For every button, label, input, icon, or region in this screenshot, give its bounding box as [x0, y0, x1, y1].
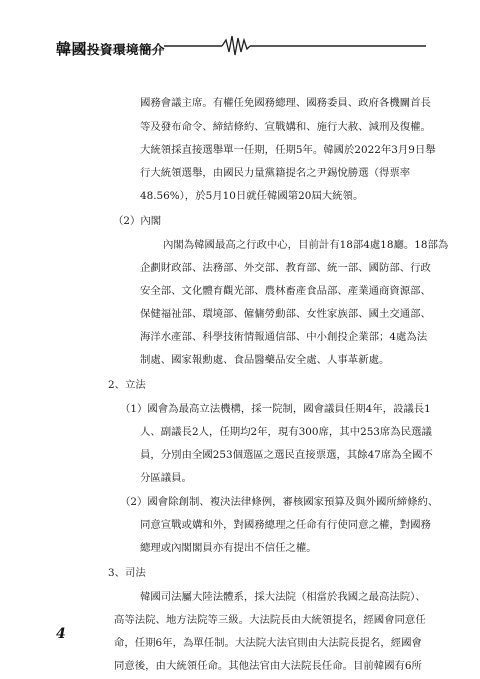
subsection-heading: （2）內閣: [113, 215, 162, 227]
page-number: 4: [56, 626, 66, 642]
text-line: 內閣為韓國最高之行政中心，目前計有18部4處18廳。18部為: [163, 239, 449, 251]
text-line: 48.56%），於5月10日就任韓國第20屆大統領。: [140, 190, 364, 202]
section-heading: 2、立法: [108, 379, 146, 391]
text-line: 行大統領選舉，由國民力量黨籍提名之尹錫悅勝選（得票率: [140, 167, 411, 179]
text-line: 企劃財政部、法務部、外交部、教育部、統一部、國防部、行政: [140, 262, 431, 274]
heartbeat-wave: [222, 36, 250, 55]
text-line: （1）國會為最高立法機構，採一院制，國會議員任期4年，設議長1: [120, 403, 431, 415]
header-title-main: 韓國: [56, 40, 88, 58]
text-line: 分區議員。: [140, 472, 192, 484]
page-header: [0, 0, 480, 60]
section-heading: 3、司法: [108, 567, 146, 579]
header-title-rest: 投資環境簡介: [87, 42, 166, 57]
text-line: 命，任期6年，為單任制。大法院大法官則由大法院長提名，經國會: [114, 637, 422, 649]
text-line: （2）國會除創制、複決法律條例，審核國家預算及與外國所締條約、: [120, 496, 439, 508]
text-line: 保健福祉部、環境部、僱傭勞動部、女性家族部、國土交通部、: [140, 308, 431, 320]
text-line: 同意後，由大統領任命。其他法官由大法院長任命。目前韓國有6所: [114, 660, 422, 672]
text-line: 總理或內閣閣員亦有提出不信任之權。: [140, 542, 317, 554]
text-line: 制處、國家報勳處、食品醫藥品安全處、人事革新處。: [140, 354, 390, 366]
text-line: 大統領採直接選舉單一任期，任期5年。韓國於2022年3月9日舉: [140, 144, 436, 156]
text-line: 韓國司法屬大陸法體系，採大法院（相當於我國之最高法院）、: [140, 591, 426, 603]
text-line: 同意宣戰或媾和外，對國務總理之任命有行使同意之權，對國務: [140, 519, 431, 531]
text-line: 安全部、文化體育觀光部、農林畜產食品部、產業通商資源部、: [140, 285, 431, 297]
text-line: 國務會議主席。有權任免國務總理、國務委員、政府各機關首長: [140, 97, 431, 109]
text-line: 員，分別由全國253個選區之選民直接票選，其餘47席為全國不: [140, 449, 433, 461]
header-wave-rule: [0, 30, 480, 60]
text-line: 海洋水產部、科學技術情報通信部、中小創投企業部；4處為法: [140, 331, 428, 343]
text-line: 人、副議長2人，任期均2年，現有300席，其中253席為民選議: [140, 426, 432, 438]
text-line: 高等法院、地方法院等三級。大法院長由大統領提名，經國會同意任: [114, 614, 426, 626]
text-line: 等及發布命令、締結條約、宣戰媾和、施行大赦、減刑及復權。: [140, 121, 431, 133]
